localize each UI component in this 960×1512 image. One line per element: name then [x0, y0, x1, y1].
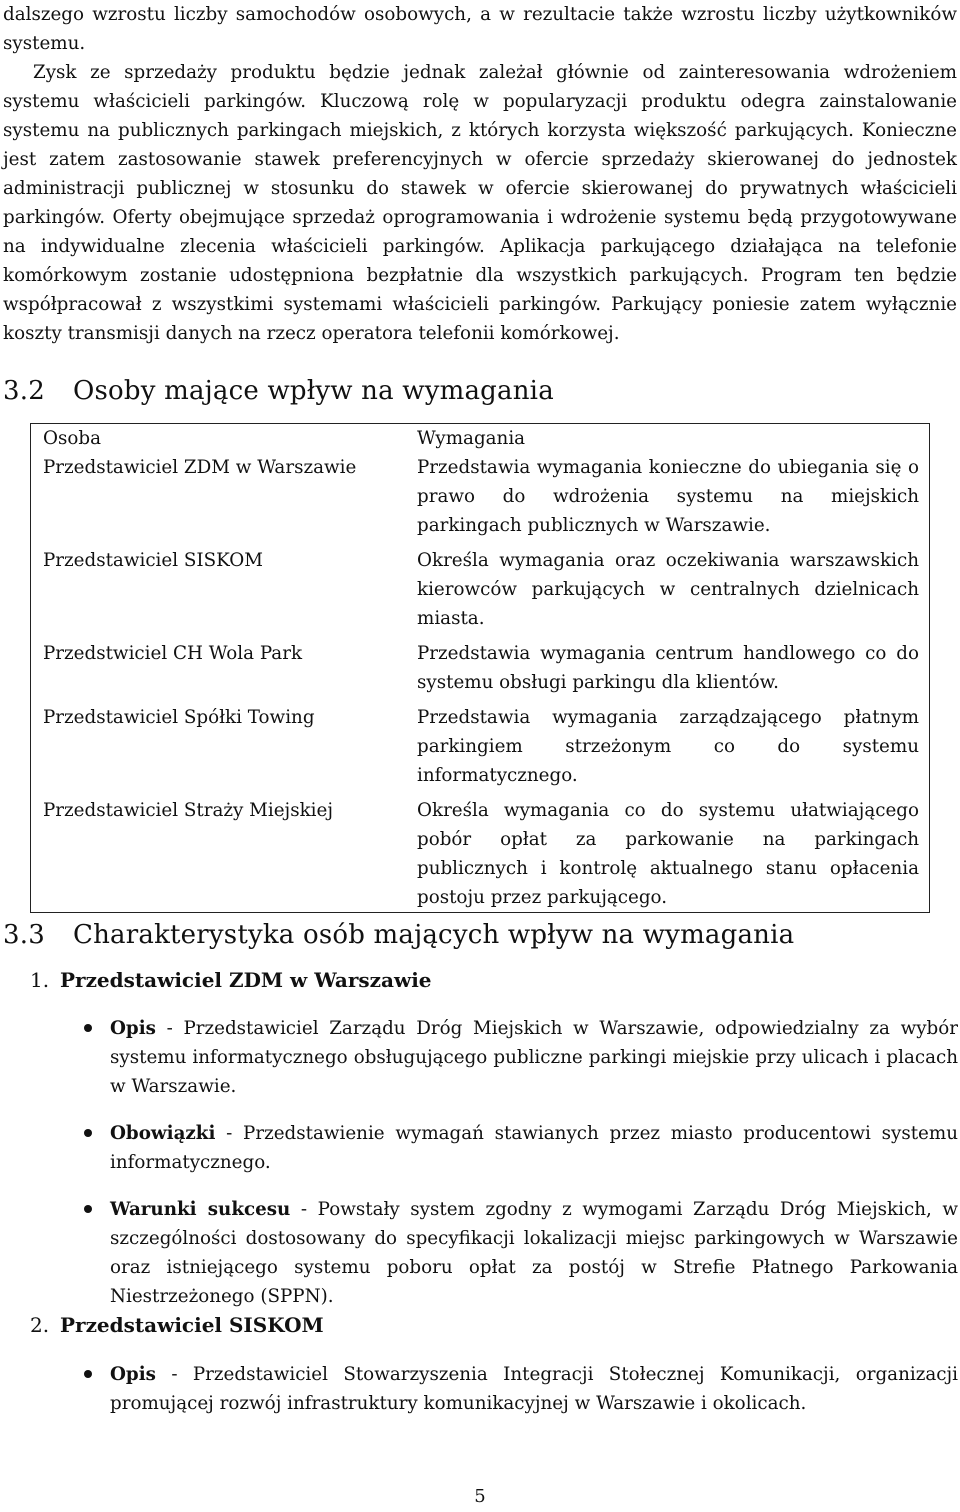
bullet-icon [84, 1370, 92, 1378]
intro-text [3, 0, 957, 348]
table-header-row [31, 424, 930, 454]
list-item [82, 1360, 958, 1418]
stakeholder-number: 2. [30, 1313, 50, 1337]
table-row [31, 796, 930, 913]
section-heading-3-3 [3, 920, 794, 950]
stakeholder-requirements-table [30, 423, 930, 913]
column-header-requirements: Wymagania [417, 428, 526, 449]
table-row [31, 639, 930, 703]
bullet-icon [84, 1129, 92, 1137]
table-row [31, 546, 930, 639]
cell-requirement: Przedstawia wymagania konieczne do ubiegania się o prawo do wdrożenia systemu na miejskich parkingach publicznych w Warszawie. [417, 457, 919, 536]
item-label: Opis [110, 1018, 156, 1039]
cell-person: Przedstwiciel CH Wola Park [43, 643, 303, 664]
table-row [31, 703, 930, 796]
cell-requirement: Przedstawia wymagania centrum handlowego co do systemu obsługi parkingu dla klientów. [417, 643, 919, 693]
item-label: Opis [110, 1364, 156, 1385]
bullet-icon [84, 1205, 92, 1213]
list-item [82, 1119, 958, 1177]
section-title: Osoby mające wpływ na wymagania [73, 376, 554, 406]
stakeholder-name: Przedstawiciel SISKOM [60, 1313, 324, 1337]
item-label: Obowiązki [110, 1123, 216, 1144]
stakeholder-heading [30, 968, 432, 992]
item-text: - Przedstawiciel Zarządu Dróg Miejskich w Warszawie, odpowiedzialny za wybór systemu informatycznego obsługującego publiczne parkingi miejskie przy ulicach i placach w Warszawie. [110, 1018, 958, 1097]
section-title: Charakterystyka osób mających wpływ na wymagania [73, 920, 795, 950]
page-number: 5 [474, 1486, 486, 1507]
table-row [31, 453, 930, 546]
bullet-icon [84, 1024, 92, 1032]
list-item [82, 1195, 958, 1311]
intro-paragraph: Zysk ze sprzedaży produktu będzie jednak zależał głównie od zainteresowania wdrożeniem systemu właścicieli parkingów. Kluczową rolę w popularyzacji produktu odegra zainstalowanie systemu na publicznych parkingach miejskich, z których korzysta większość parkujących. Konieczne jest zatem zastosowanie stawek preferencyjnych w ofercie sprzedaży skierowanej do jednostek administracji publicznej w stosunku do stawek w ofercie skierowanej do prywatnych właścicieli parkingów. Oferty obejmujące sprzedaż oprogramowania i wdrożenie systemu będą przygotowywane na indywidualne zlecenia właścicieli parkingów. Aplikacja parkującego działająca na telefonie komórkowym zostanie udostępniona bezpłatnie dla wszystkich parkujących. Program ten będzie współpracował z wszystkimi systemami właścicieli parkingów. Parkujący poniesie zatem wyłącznie koszty transmisji danych na rzecz operatora telefonii komórkowej. [3, 62, 957, 344]
section-number: 3.2 [3, 376, 45, 406]
stakeholder-name: Przedstawiciel ZDM w Warszawie [60, 968, 432, 992]
cell-requirement: Określa wymagania oraz oczekiwania warszawskich kierowców parkujących w centralnych dzielnicach miasta. [417, 550, 919, 629]
cell-person: Przedstawiciel ZDM w Warszawie [43, 457, 357, 478]
item-label: Warunki sukcesu [110, 1199, 291, 1220]
column-header-person: Osoba [43, 428, 101, 449]
list-item [82, 1014, 958, 1101]
stakeholder-details-list [82, 1360, 958, 1436]
cell-person: Przedstawiciel SISKOM [43, 550, 264, 571]
stakeholder-details-list [82, 1014, 958, 1329]
cell-person: Przedstawiciel Straży Miejskiej [43, 800, 334, 821]
section-number: 3.3 [3, 920, 45, 950]
intro-continuation: dalszego wzrostu liczby samochodów osobowych, a w rezultacie także wzrostu liczby użytkowników systemu. [3, 4, 957, 54]
cell-requirement: Określa wymagania co do systemu ułatwiającego pobór opłat za parkowanie na parkingach publicznych i kontrolę aktualnego stanu opłacenia postoju przez parkującego. [417, 800, 919, 908]
item-text: - Przedstawienie wymagań stawianych przez miasto producentowi systemu informatycznego. [110, 1123, 958, 1173]
stakeholder-number: 1. [30, 968, 50, 992]
section-heading-3-2 [3, 376, 554, 406]
item-text: - Powstały system zgodny z wymogami Zarządu Dróg Miejskich, w szczególności dostosowany do specyfikacji lokalizacji miejsc parkingowych w Warszawie oraz istniejącego systemu poboru opłat za postój w Strefie Płatnego Parkowania Niestrzeżonego (SPPN). [110, 1199, 958, 1307]
cell-person: Przedstawiciel Spółki Towing [43, 707, 315, 728]
cell-requirement: Przedstawia wymagania zarządzającego płatnym parkingiem strzeżonym co do systemu informatycznego. [417, 707, 919, 786]
stakeholder-heading [30, 1313, 324, 1337]
item-text: - Przedstawiciel Stowarzyszenia Integracji Stołecznej Komunikacji, organizacji promującej rozwój infrastruktury komunikacyjnej w Warszawie i okolicach. [110, 1364, 958, 1414]
